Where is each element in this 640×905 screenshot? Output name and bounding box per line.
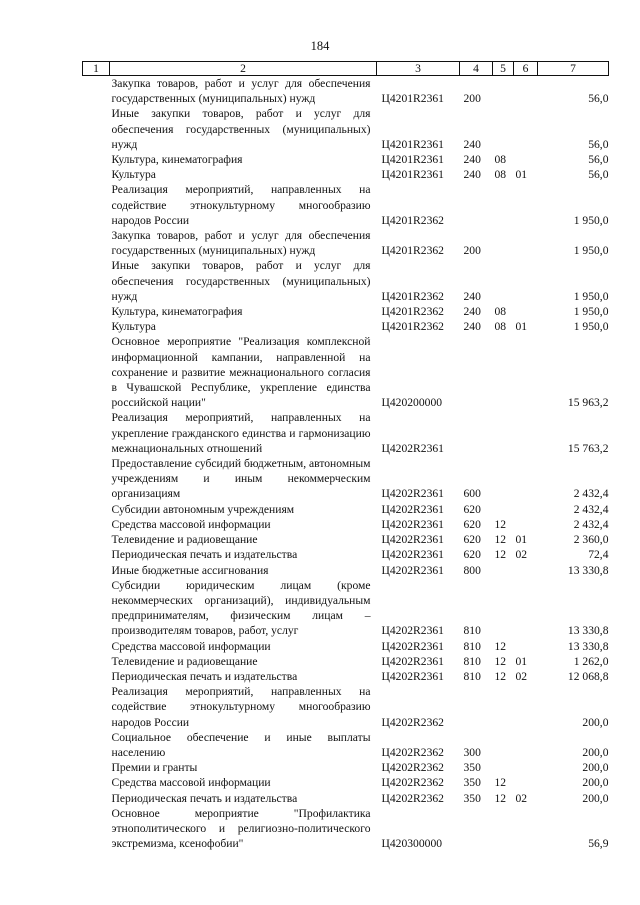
- table-row: [83, 806, 609, 852]
- row-amount: 200,0: [582, 791, 609, 805]
- table-row: [83, 456, 609, 502]
- row-subsection: [514, 106, 538, 152]
- table-row: [83, 563, 609, 578]
- row-subsection: [514, 578, 538, 639]
- row-code: Ц4201R2362: [381, 213, 444, 227]
- row-name: Основное мероприятие "Реализация комплексной информационной кампании, направленной на сохранение и развитие межнационального согласия в Чувашской Республике, укрепление единства российской нации": [111, 335, 371, 410]
- row-section: 12: [494, 776, 507, 790]
- table-row: [83, 684, 609, 730]
- row-section: 08: [494, 153, 507, 167]
- header-col-5: 5: [493, 62, 514, 76]
- row-section: 08: [494, 305, 507, 319]
- row-blank-cell: [83, 669, 110, 684]
- row-code: Ц4202R2362: [381, 715, 444, 729]
- row-section: [493, 760, 514, 775]
- row-blank-cell: [83, 304, 110, 319]
- row-expense-type: 200: [463, 244, 481, 258]
- row-section: [493, 578, 514, 639]
- row-subsection: [514, 258, 538, 304]
- row-expense-type: 600: [463, 487, 481, 501]
- table-row: [83, 167, 609, 182]
- row-section: [493, 76, 514, 107]
- row-name: Телевидение и радиовещание: [111, 533, 258, 547]
- row-amount: 200,0: [582, 745, 609, 759]
- row-code: Ц4201R2362: [381, 305, 444, 319]
- row-name: Субсидии юридическим лицам (кроме некоммерческих организаций), индивидуальным предпринимателям, физическим лицам – производителям товаров, работ, услуг: [111, 578, 371, 638]
- row-expense-type: 620: [463, 533, 481, 547]
- row-expense-type: 350: [463, 791, 481, 805]
- row-subsection: [514, 563, 538, 578]
- row-name: Реализация мероприятий, направленных на укрепление гражданского единства и гармонизацию межнациональных отношений: [111, 411, 371, 455]
- row-amount: 56,0: [588, 137, 609, 151]
- row-section: 12: [494, 654, 507, 668]
- row-expense-type: 810: [463, 624, 481, 638]
- row-name: Периодическая печать и издательства: [111, 669, 298, 683]
- row-section: 12: [494, 669, 507, 683]
- row-section: [493, 410, 514, 456]
- table-row: [83, 669, 609, 684]
- table-row: [83, 334, 609, 410]
- row-name: Культура: [111, 168, 156, 182]
- row-name: Культура, кинематография: [111, 153, 243, 167]
- row-name: Периодическая печать и издательства: [111, 791, 298, 805]
- row-amount: 2 360,0: [573, 533, 609, 547]
- row-expense-type: 620: [463, 517, 481, 531]
- row-expense-type: 810: [463, 639, 481, 653]
- row-amount: 56,0: [588, 92, 609, 106]
- row-expense-type: 350: [463, 761, 481, 775]
- header-col-7: 7: [538, 62, 609, 76]
- table-row: [83, 182, 609, 228]
- row-expense-type: 810: [463, 654, 481, 668]
- row-expense-type: 240: [463, 320, 481, 334]
- row-section: [493, 684, 514, 730]
- row-code: Ц4202R2362: [381, 745, 444, 759]
- row-name: Закупка товаров, работ и услуг для обеспечения государственных (муниципальных) нужд: [111, 77, 371, 106]
- header-col-6: 6: [514, 62, 538, 76]
- row-blank-cell: [83, 167, 110, 182]
- row-section: [493, 730, 514, 760]
- row-subsection: [514, 639, 538, 654]
- row-code: Ц4202R2361: [381, 487, 444, 501]
- row-subsection: [514, 334, 538, 410]
- row-subsection: [514, 730, 538, 760]
- row-section: 08: [494, 168, 507, 182]
- row-section: 08: [494, 320, 507, 334]
- row-section: [493, 182, 514, 228]
- row-subsection: 01: [515, 320, 528, 334]
- row-amount: 2 432,4: [573, 487, 609, 501]
- row-code: Ц4201R2362: [381, 320, 444, 334]
- row-code: Ц4201R2361: [381, 137, 444, 151]
- row-section: 12: [494, 791, 507, 805]
- table-row: [83, 760, 609, 775]
- row-amount: 1 950,0: [573, 244, 609, 258]
- header-col-2: 2: [110, 62, 377, 76]
- row-subsection: [514, 775, 538, 790]
- header-col-4: 4: [460, 62, 493, 76]
- row-subsection: [514, 76, 538, 107]
- row-amount: 15 963,2: [567, 396, 609, 410]
- row-name: Периодическая печать и издательства: [111, 548, 298, 562]
- table-row: [83, 410, 609, 456]
- table-row: [83, 106, 609, 152]
- row-code: Ц4202R2361: [381, 502, 444, 516]
- row-code: Ц4202R2361: [381, 517, 444, 531]
- row-expense-type: 240: [463, 153, 481, 167]
- table-row: [83, 517, 609, 532]
- row-section: [493, 334, 514, 410]
- row-subsection: [514, 182, 538, 228]
- table-row: [83, 152, 609, 167]
- table-row: [83, 258, 609, 304]
- row-amount: 13 330,8: [567, 563, 609, 577]
- row-blank-cell: [83, 182, 110, 228]
- row-section: [493, 502, 514, 517]
- row-name: Социальное обеспечение и иные выплаты населению: [111, 730, 371, 759]
- row-expense-type: 240: [463, 305, 481, 319]
- header-col-1: 1: [83, 62, 110, 76]
- row-section: 12: [494, 639, 507, 653]
- row-amount: 15 763,2: [567, 441, 609, 455]
- row-blank-cell: [83, 532, 110, 547]
- row-subsection: 02: [515, 548, 528, 562]
- row-blank-cell: [83, 334, 110, 410]
- row-section: [493, 563, 514, 578]
- row-expense-type: [460, 410, 493, 456]
- table-row: [83, 532, 609, 547]
- table-header-row: [83, 62, 609, 76]
- row-blank-cell: [83, 654, 110, 669]
- row-subsection: [514, 304, 538, 319]
- row-section: [493, 456, 514, 502]
- row-code: Ц4202R2361: [381, 639, 444, 653]
- row-code: Ц4201R2361: [381, 92, 444, 106]
- row-blank-cell: [83, 228, 110, 258]
- row-code: Ц4202R2361: [381, 533, 444, 547]
- table-row: [83, 730, 609, 760]
- row-blank-cell: [83, 319, 110, 334]
- row-subsection: 02: [515, 669, 528, 683]
- row-blank-cell: [83, 684, 110, 730]
- row-blank-cell: [83, 791, 110, 806]
- row-blank-cell: [83, 806, 110, 852]
- row-amount: 56,0: [588, 153, 609, 167]
- row-expense-type: [460, 334, 493, 410]
- row-amount: 13 330,8: [567, 639, 609, 653]
- row-section: 12: [494, 548, 507, 562]
- row-name: Основное мероприятие "Профилактика этнополитического и религиозно-политического экстремизма, ксенофобии": [111, 806, 371, 851]
- row-name: Культура: [111, 320, 156, 334]
- row-amount: 1 950,0: [573, 289, 609, 303]
- row-expense-type: 800: [463, 563, 481, 577]
- row-code: Ц4202R2361: [381, 624, 444, 638]
- row-section: [493, 806, 514, 852]
- row-amount: 13 330,8: [567, 624, 609, 638]
- row-subsection: [514, 152, 538, 167]
- row-blank-cell: [83, 106, 110, 152]
- row-amount: 56,9: [588, 837, 609, 851]
- row-blank-cell: [83, 760, 110, 775]
- row-expense-type: 240: [463, 168, 481, 182]
- row-subsection: [514, 456, 538, 502]
- row-expense-type: [460, 806, 493, 852]
- row-blank-cell: [83, 456, 110, 502]
- row-code: Ц4201R2362: [381, 289, 444, 303]
- row-blank-cell: [83, 502, 110, 517]
- row-code: Ц4201R2362: [381, 244, 444, 258]
- row-blank-cell: [83, 639, 110, 654]
- row-code: Ц420200000: [381, 396, 443, 410]
- table-row: [83, 76, 609, 107]
- row-blank-cell: [83, 578, 110, 639]
- row-amount: 2 432,4: [573, 502, 609, 516]
- row-name: Субсидии автономным учреждениям: [111, 502, 295, 516]
- row-amount: 2 432,4: [573, 517, 609, 531]
- table-row: [83, 304, 609, 319]
- row-expense-type: 240: [463, 289, 481, 303]
- table-body: [83, 76, 609, 852]
- table-row: [83, 228, 609, 258]
- table-row: [83, 547, 609, 562]
- table-row: [83, 639, 609, 654]
- row-amount: 1 950,0: [573, 320, 609, 334]
- row-expense-type: 620: [463, 548, 481, 562]
- row-amount: 200,0: [582, 715, 609, 729]
- row-code: Ц420300000: [381, 837, 443, 851]
- row-blank-cell: [83, 547, 110, 562]
- row-subsection: [514, 517, 538, 532]
- table-row: [83, 775, 609, 790]
- row-code: Ц4202R2362: [381, 791, 444, 805]
- row-subsection: 01: [515, 168, 528, 182]
- row-name: Премии и гранты: [111, 761, 198, 775]
- row-subsection: [514, 806, 538, 852]
- table-row: [83, 319, 609, 334]
- row-code: Ц4201R2361: [381, 168, 444, 182]
- row-name: Иные закупки товаров, работ и услуг для обеспечения государственных (муниципальных) нужд: [111, 259, 371, 303]
- row-name: Телевидение и радиовещание: [111, 654, 258, 668]
- table-row: [83, 578, 609, 639]
- row-amount: 1 950,0: [573, 213, 609, 227]
- table-row: [83, 791, 609, 806]
- row-section: [493, 106, 514, 152]
- row-expense-type: 300: [463, 745, 481, 759]
- row-expense-type: 200: [463, 92, 481, 106]
- row-code: Ц4202R2361: [381, 654, 444, 668]
- row-blank-cell: [83, 410, 110, 456]
- row-expense-type: 240: [463, 137, 481, 151]
- row-subsection: 01: [515, 654, 528, 668]
- row-name: Средства массовой информации: [111, 776, 271, 790]
- row-expense-type: 810: [463, 669, 481, 683]
- row-name: Закупка товаров, работ и услуг для обеспечения государственных (муниципальных) нужд: [111, 229, 371, 258]
- row-section: [493, 258, 514, 304]
- row-subsection: [514, 228, 538, 258]
- row-section: [493, 228, 514, 258]
- row-subsection: 02: [515, 791, 528, 805]
- row-blank-cell: [83, 775, 110, 790]
- row-name: Средства массовой информации: [111, 517, 271, 531]
- table-row: [83, 502, 609, 517]
- header-col-3: 3: [377, 62, 460, 76]
- row-subsection: [514, 410, 538, 456]
- row-subsection: [514, 760, 538, 775]
- row-name: Иные бюджетные ассигнования: [111, 563, 269, 577]
- row-expense-type: 620: [463, 502, 481, 516]
- row-code: Ц4202R2361: [381, 548, 444, 562]
- row-amount: 200,0: [582, 776, 609, 790]
- row-amount: 200,0: [582, 761, 609, 775]
- row-blank-cell: [83, 258, 110, 304]
- row-section: 12: [494, 517, 507, 531]
- row-name: Реализация мероприятий, направленных на содействие этнокультурному многообразию народов России: [111, 685, 371, 729]
- row-expense-type: [460, 684, 493, 730]
- row-name: Предоставление субсидий бюджетным, автономным учреждениям и иным некоммерческим организациям: [111, 457, 371, 501]
- row-subsection: 01: [515, 533, 528, 547]
- row-amount: 1 262,0: [573, 654, 609, 668]
- row-blank-cell: [83, 563, 110, 578]
- row-code: Ц4202R2362: [381, 761, 444, 775]
- row-subsection: [514, 684, 538, 730]
- row-blank-cell: [83, 76, 110, 107]
- row-name: Иные закупки товаров, работ и услуг для обеспечения государственных (муниципальных) нужд: [111, 107, 371, 151]
- row-name: Средства массовой информации: [111, 639, 271, 653]
- row-code: Ц4202R2362: [381, 776, 444, 790]
- row-name: Культура, кинематография: [111, 305, 243, 319]
- row-code: Ц4202R2361: [381, 441, 444, 455]
- row-code: Ц4202R2361: [381, 669, 444, 683]
- row-expense-type: [460, 182, 493, 228]
- table-row: [83, 654, 609, 669]
- row-code: Ц4202R2361: [381, 563, 444, 577]
- row-amount: 72,4: [588, 548, 609, 562]
- row-expense-type: 350: [463, 776, 481, 790]
- row-amount: 56,0: [588, 168, 609, 182]
- row-code: Ц4201R2361: [381, 153, 444, 167]
- row-blank-cell: [83, 517, 110, 532]
- row-blank-cell: [83, 730, 110, 760]
- page-number: 184: [310, 39, 330, 53]
- row-amount: 1 950,0: [573, 305, 609, 319]
- row-name: Реализация мероприятий, направленных на содействие этнокультурному многообразию народов России: [111, 183, 371, 227]
- row-blank-cell: [83, 152, 110, 167]
- budget-table: [82, 61, 609, 851]
- row-amount: 12 068,8: [567, 669, 609, 683]
- row-section: 12: [494, 533, 507, 547]
- row-subsection: [514, 502, 538, 517]
